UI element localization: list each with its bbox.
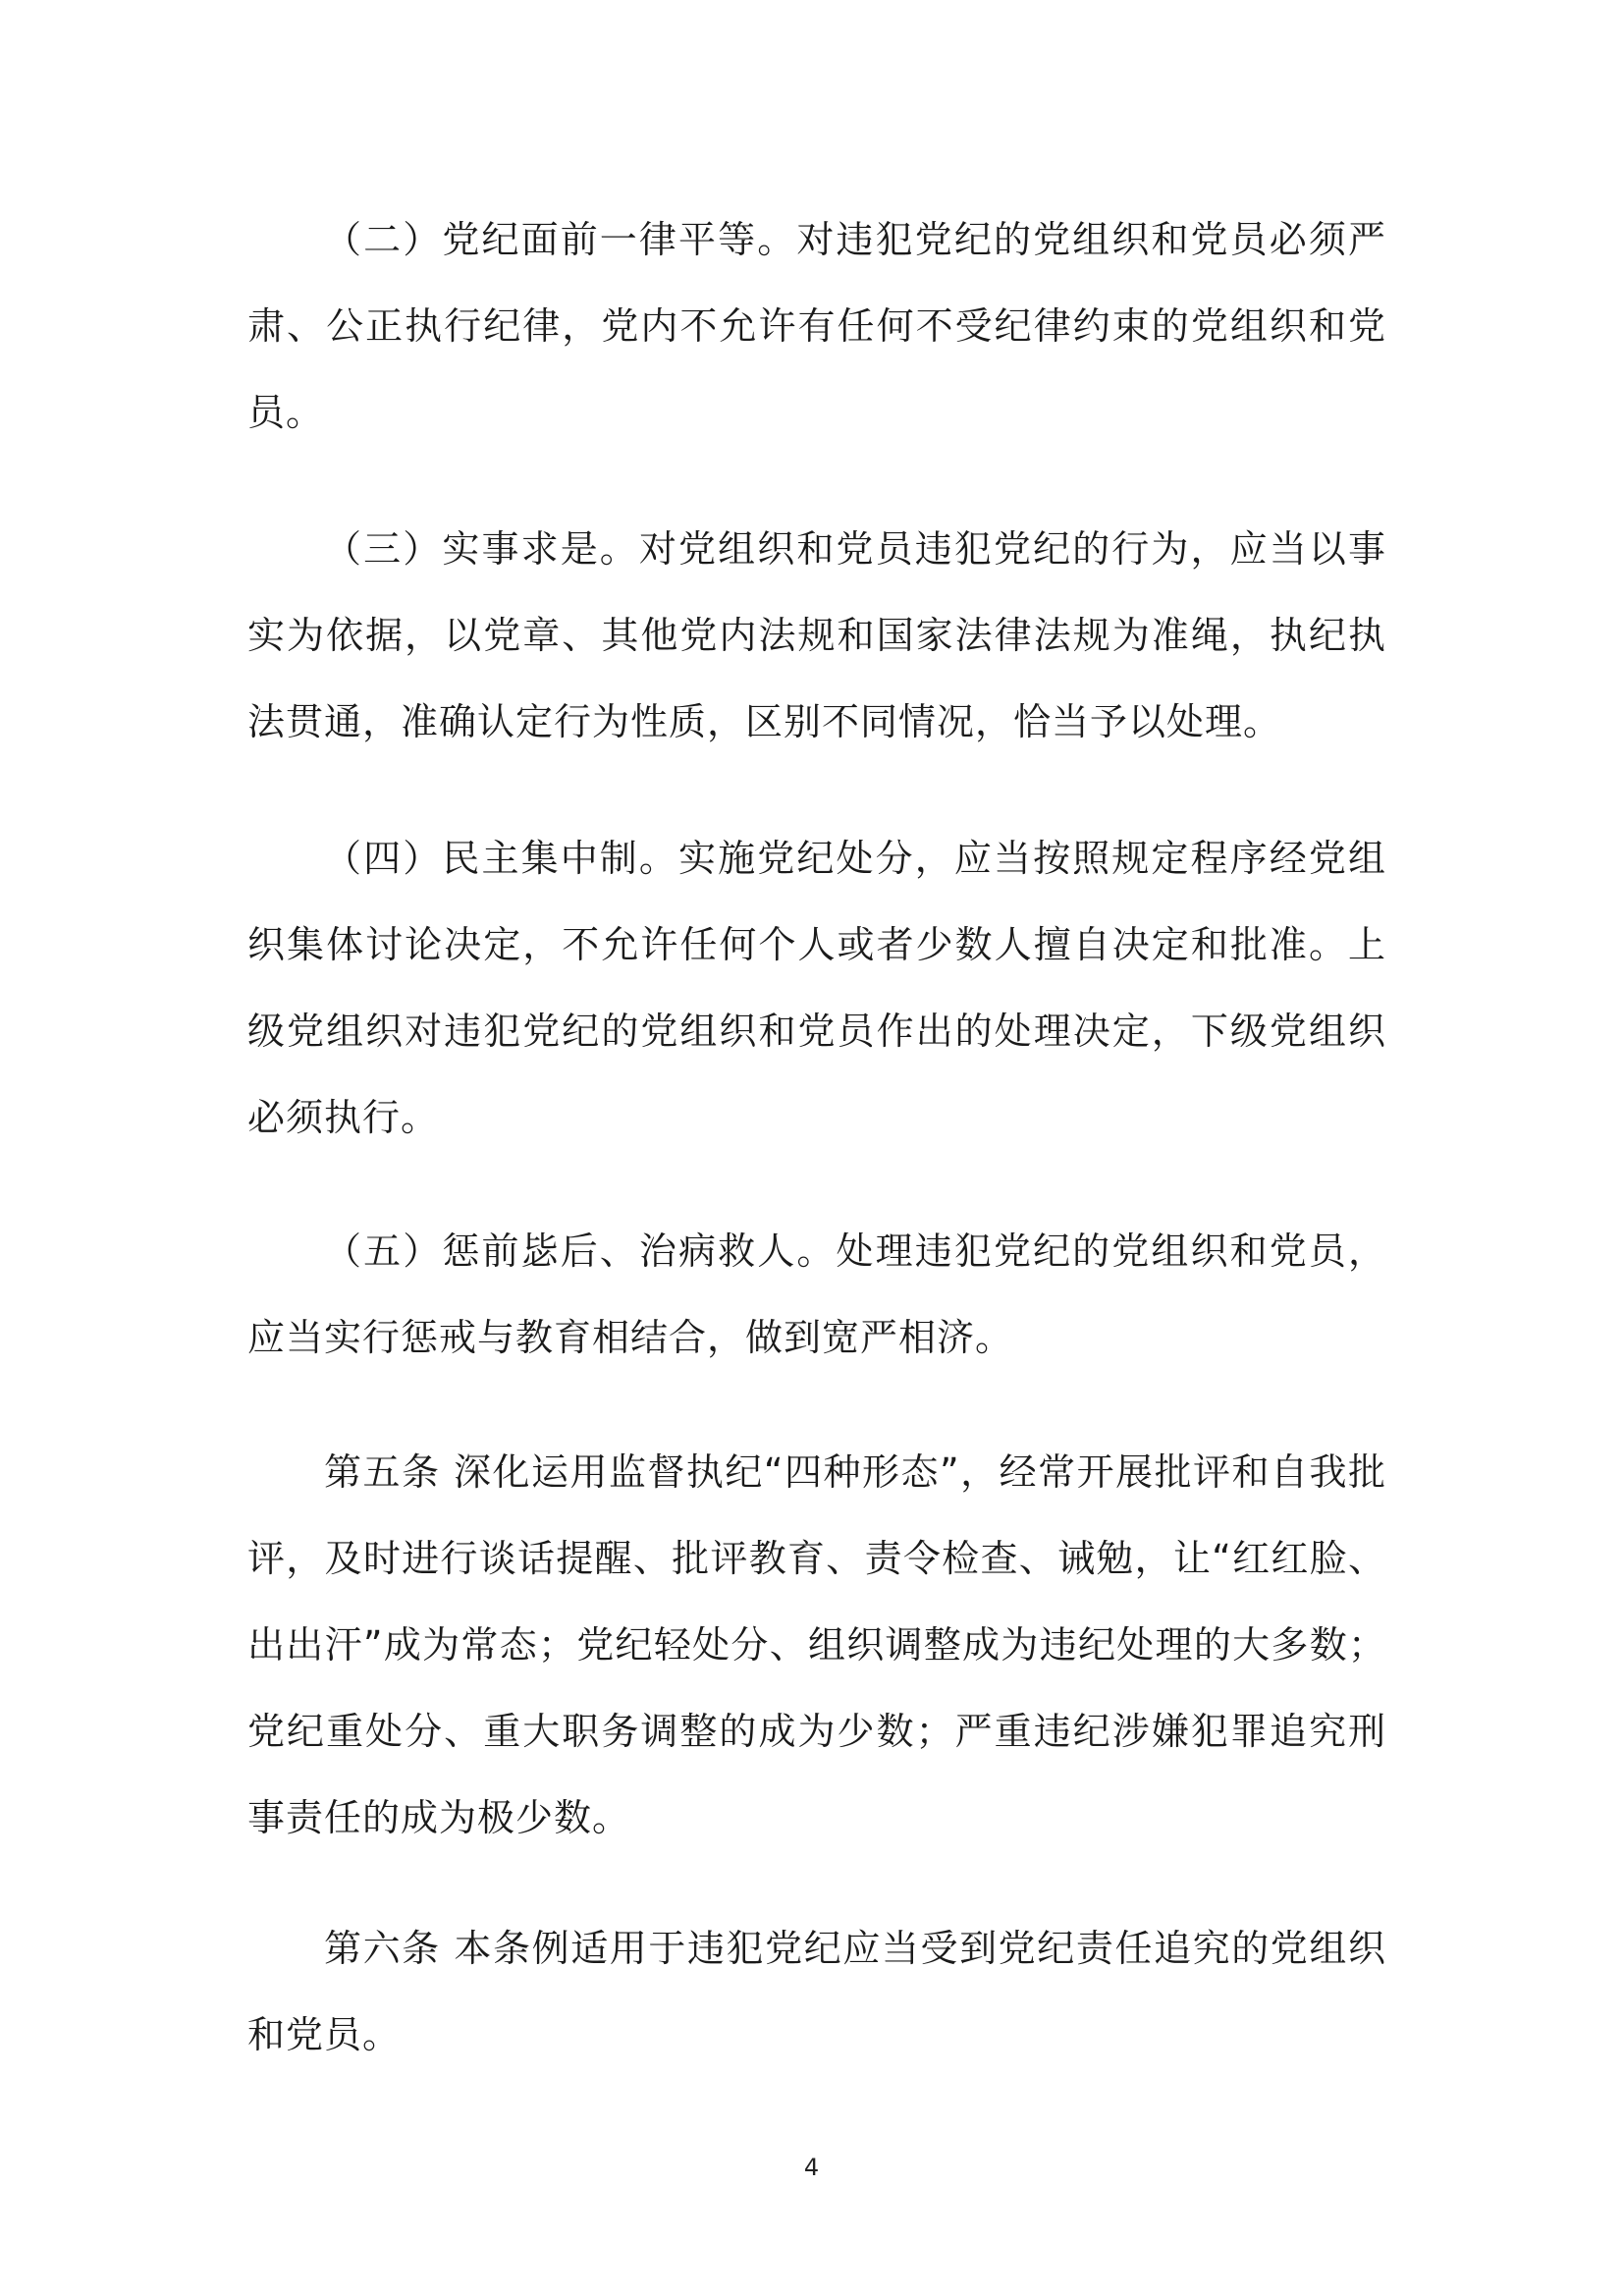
paragraph-learn-from-past: （五）惩前毖后、治病救人。处理违犯党纪的党组织和党员，应当实行惩戒与教育相结合，做到宽严相济。 [247, 1230, 1386, 1359]
paragraph-seek-truth: （三）实事求是。对党组织和党员违犯党纪的行为，应当以事实为依据，以党章、其他党内法规和国家法律法规为准绳，执纪执法贯通，准确认定行为性质，区别不同情况，恰当予以处理。 [247, 527, 1386, 743]
paragraph-democratic-centralism: （四）民主集中制。实施党纪处分，应当按照规定程序经党组织集体讨论决定，不允许任何个人或者少数人擅自决定和批准。上级党组织对违犯党纪的党组织和党员作出的处理决定，下级党组织必须执行。 [247, 837, 1386, 1139]
paragraph-equality: （二）党纪面前一律平等。对违犯党纪的党组织和党员必须严肃、公正执行纪律，党内不允许有任何不受纪律约束的党组织和党员。 [247, 218, 1386, 434]
page-number: 4 [803, 2154, 820, 2181]
paragraph-article-5: 第五条 深化运用监督执纪“四种形态”，经常开展批评和自我批评，及时进行谈话提醒、批评教育、责令检查、诫勉，让“红红脸、出出汗”成为常态；党纪轻处分、组织调整成为违纪处理的大多数；党纪重处分、重大职务调整的成为少数；严重违纪涉嫌犯罪追究刑事责任的成为极少数。 [247, 1450, 1386, 1839]
paragraph-article-6: 第六条 本条例适用于违犯党纪应当受到党纪责任追究的党组织和党员。 [247, 1927, 1386, 2056]
